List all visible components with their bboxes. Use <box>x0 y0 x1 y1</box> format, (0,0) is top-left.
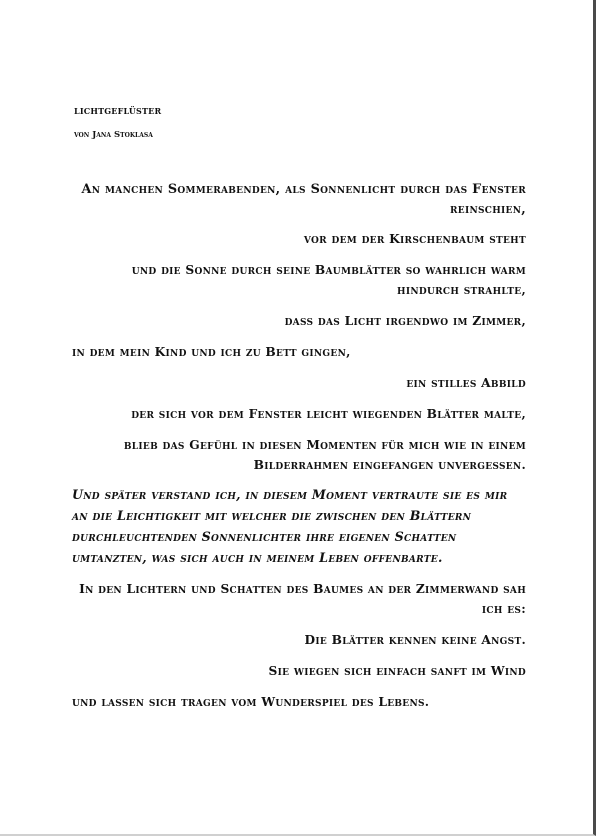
poem-body <box>72 180 526 712</box>
poem-line: Die Blätter kennen keine Angst. <box>304 633 526 647</box>
author-byline: von Jana Stoklasa <box>74 130 153 140</box>
poem-line: blieb das Gefühl in diesen Momenten für mich wie in einem Bilderrahmen eingefangen unvergessen. <box>123 438 526 472</box>
poem-line: Sie wiegen sich einfach sanft im Wind <box>268 664 526 678</box>
poem-line: und lassen sich tragen vom Wunderspiel des Lebens. <box>72 695 430 709</box>
poem-line: dass das Licht irgendwo im Zimmer, <box>284 314 526 328</box>
poem-line: vor dem der Kirschenbaum steht <box>303 232 526 246</box>
poem-line: in dem mein Kind und ich zu Bett gingen, <box>72 345 351 359</box>
poem-line: In den Lichtern und Schatten des Baumes an der Zimmerwand sah ich es: <box>79 582 526 616</box>
poem-line: ein stilles Abbild <box>406 376 526 390</box>
document-title: lichtgeflüster <box>74 103 162 117</box>
poem-line-italic: Und später verstand ich, in diesem Moment vertraute sie es mir an die Leichtigkeit mit welcher die zwischen den Blättern durchleuchtenden Sonnenlichter ihre eigenen Schatten umtanzten, was sich auch in meinem Leben offenbarte. <box>72 487 508 565</box>
poem-line: An manchen Sommerabenden, als Sonnenlicht durch das Fenster reinschien, <box>81 182 526 217</box>
poem-line: der sich vor dem Fenster leicht wiegenden Blätter malte, <box>131 407 526 421</box>
poem-line: und die Sonne durch seine Baumblätter so wahrlich warm hindurch strahlte, <box>131 263 526 297</box>
